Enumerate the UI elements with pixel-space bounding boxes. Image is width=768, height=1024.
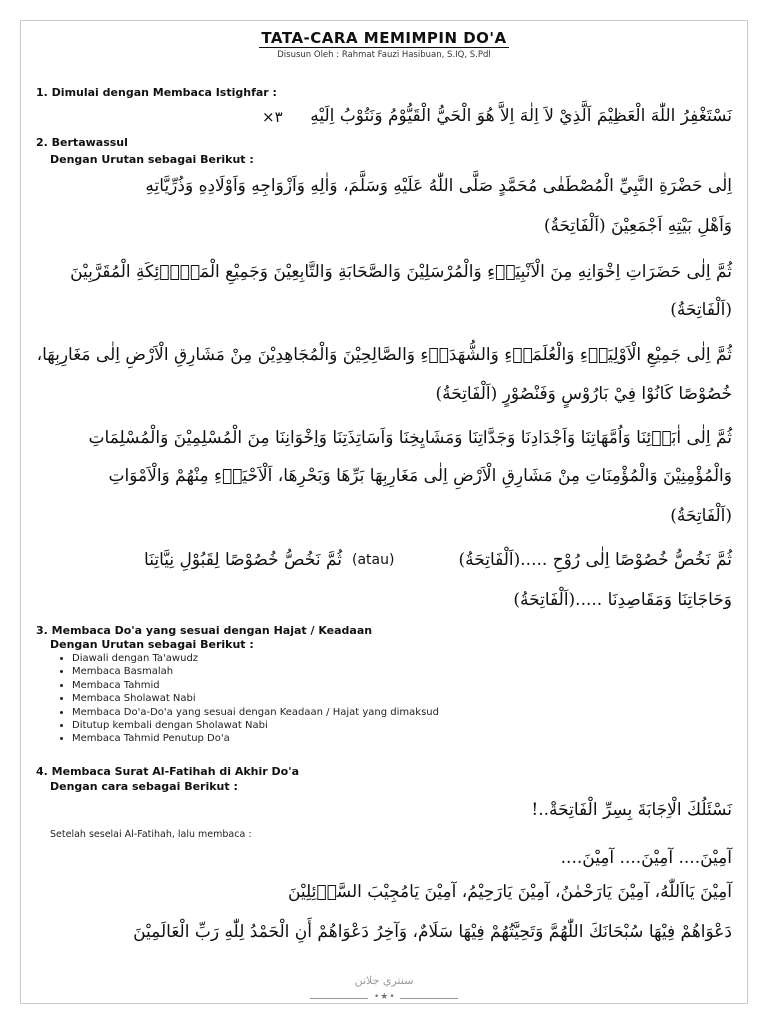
closing-line-right: ثُمَّ نَخُصُّ خُصُوْصًا اِلٰى رُوْحِ .....(اَلْفَاتِحَةُ) — [458, 550, 732, 570]
footer-logo: سنتري جلانن — [354, 974, 414, 987]
istighfar-arabic: نَسْتَغْفِرُ اللّٰهَ الْعَظِيْمَ اَلَّذِيْ لاَ اِلٰهَ اِلاَّ هُوَ الْحَيُّ الْقَيُّوْمُ وَنَتُوْبُ اِلَيْهِ — [310, 106, 732, 126]
amin-ya-allah-arabic: آمِيْنَ يَااَللّٰهُ، آمِيْنَ يَارَحْمٰنُ، آمِيْنَ يَارَحِيْمُ، آمِيْنَ يَامُجِيْبَ السَّاۤئِلِيْنَ — [287, 882, 732, 902]
tawassul-line-1: اِلٰى حَضْرَةِ النَّبِيِّ الْمُصْطَفٰى مُحَمَّدٍ صَلَّى اللّٰهُ عَلَيْهِ وَسَلَّمَ، وَاٰلِهِ وَاَزْوَاجِهِ وَاَوْلَادِهِ وَذُرِّيَّاتِهِ — [145, 176, 732, 196]
tawassul-line-8: وَالْمُؤْمِنِيْنَ وَالْمُؤْمِنَاتِ مِنْ مَشَارِقِ الْاَرْضِ اِلٰى مَغَارِبِهَا بَرِّهَا وَبَحْرِهَا، اَلْاَحْيَاۤءِ مِنْهُمْ وَالْاَمْوَاتِ — [108, 466, 732, 486]
author-line: Disusun Oleh : Rahmat Fauzi Hasibuan, S.IQ, S.Pdl — [277, 50, 491, 60]
tawassul-line-4: (اَلْفَاتِحَةُ) — [670, 300, 732, 320]
section-2-subheading: Dengan Urutan sebagai Berikut : — [50, 153, 254, 166]
list-item: • Membaca Tahmid — [72, 679, 439, 692]
page-title — [0, 29, 768, 47]
tawassul-line-7: ثُمَّ اِلٰى اٰبَاۤئِنَا وَاُمَّهَاتِنَا وَاَجْدَادِنَا وَجَدَّاتِنَا وَمَشَايِخِنَا وَاَسَاتِذَتِنَا وَاِخْوَانِنَا مِنَ الْمُسْلِمِيْنَ وَالْمُسْلِمَاتِ — [88, 428, 732, 448]
list-item: • Membaca Sholawat Nabi — [72, 692, 439, 705]
list-item: • Membaca Tahmid Penutup Do'a — [72, 732, 439, 745]
section-3-subheading: Dengan Urutan sebagai Berikut : — [50, 638, 254, 651]
list-item: • Membaca Do'a-Do'a yang sesuai dengan Keadaan / Hajat yang dimaksud — [72, 706, 439, 719]
closing-line-2: وَحَاجَاتِنَا وَمَقَاصِدِنَا .....(اَلْفَاتِحَةُ) — [513, 590, 732, 610]
tawassul-line-3: ثُمَّ اِلٰى حَضَرَاتِ اِخْوَانِهِ مِنَ الْاَنْبِيَاۤءِ وَالْمُرْسَلِيْنَ وَالصَّحَابَةِ وَالتَّابِعِيْنَ وَجَمِيْعِ الْمَلَاۤئِكَةِ الْمُقَرَّبِيْنَ — [70, 262, 732, 282]
section-4-heading: 4. Membaca Surat Al-Fatihah di Akhir Do'a — [36, 765, 300, 778]
section-1-heading: 1. Dimulai dengan Membaca Istighfar : — [36, 86, 277, 99]
footer-divider-left — [310, 998, 368, 999]
footer-ornament-icon: •★• — [374, 992, 396, 1002]
list-item: • Ditutup kembali dengan Sholawat Nabi — [72, 719, 439, 732]
list-item: • Membaca Basmalah — [72, 665, 439, 678]
closing-doa-arabic: دَعْوَاهُمْ فِيْهَا سُبْحَانَكَ اللّٰهُمَّ وَتَحِيَّتُهُمْ فِيْهَا سَلَامٌ، وَآخِرُ دَعْوَاهُمْ أَنِ الْحَمْدُ لِلّٰهِ رَبِّ الْعَالَمِيْنَ — [133, 922, 732, 942]
after-fatihah-note: Setelah seselai Al-Fatihah, lalu membaca : — [50, 829, 252, 840]
section-3-heading: 3. Membaca Do'a yang sesuai dengan Hajat / Keadaan — [36, 624, 373, 637]
closing-line-left: ثُمَّ نَخُصُّ خُصُوْصًا لِقَبُوْلِ نِيَّاتِنَا — [144, 550, 342, 570]
doa-steps-list — [54, 652, 439, 746]
section-4-subheading: Dengan cara sebagai Berikut : — [50, 780, 238, 793]
tawassul-line-9: (اَلْفَاتِحَةُ) — [670, 506, 732, 526]
closing-atau: (atau) — [352, 552, 395, 568]
page-title-text: TATA-CARA MEMIMPIN DO'A — [261, 29, 507, 47]
footer-divider-right — [400, 998, 458, 999]
tawassul-line-6: خُصُوْصًا كَانُوْا فِيْ بَارُوْسٍ وَفَنْصُوْرٍ (اَلْفَاتِحَةُ) — [435, 384, 732, 404]
amin-arabic: آمِيْنَ.... آمِيْنَ.... آمِيْنَ.... — [560, 848, 732, 868]
list-item: • Diawali dengan Ta'awudz — [72, 652, 439, 665]
tawassul-line-2: وَاَهْلِ بَيْتِهِ اَجْمَعِيْنَ (اَلْفَاتِحَةُ) — [543, 216, 732, 236]
section-2-heading: 2. Bertawassul — [36, 136, 128, 149]
tawassul-line-5: ثُمَّ اِلٰى جَمِيْعِ الْاَوْلِيَاۤءِ وَالْعُلَمَاۤءِ وَالشُّهَدَاۤءِ وَالصَّالِحِيْنَ وَالْمُجَاهِدِيْنَ مِنْ مَشَارِقِ الْاَرْضِ اِلٰى مَغَارِبِهَا، — [36, 345, 732, 365]
repeat-count: ×٣ — [262, 108, 283, 126]
fatihah-request-arabic: نَسْئَلُكَ الْاِجَابَةَ بِسِرِّ الْفَاتِحَةْ..! — [531, 800, 732, 820]
